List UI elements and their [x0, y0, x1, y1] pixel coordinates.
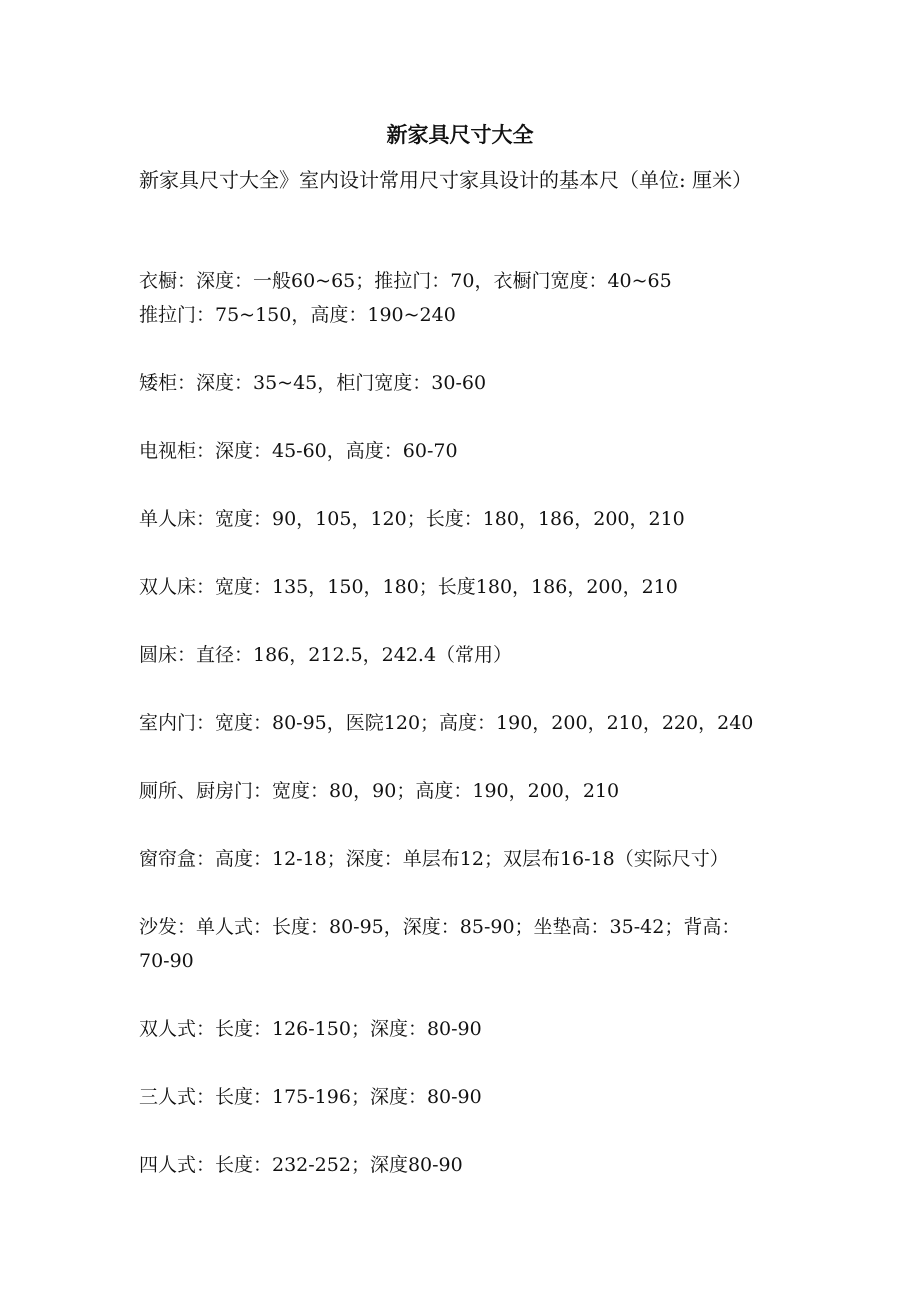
text-line-sofa-double: 双人式：长度：126-150；深度：80-90 — [139, 1018, 482, 1040]
text-line-single-bed: 单人床：宽度：90，105，120；长度：180，186，200，210 — [139, 508, 685, 530]
text-line-round-bed: 圆床：直径：186，212.5，242.4（常用） — [139, 644, 513, 666]
text-line-toilet-kitchen-door: 厕所、厨房门：宽度：80，90；高度：190，200，210 — [139, 780, 620, 802]
text-line-sofa-single-cont: 70-90 — [139, 950, 194, 972]
text-line-wardrobe: 衣橱：深度：一般60~65；推拉门：70，衣橱门宽度：40~65 — [139, 270, 672, 292]
text-line-sofa-single: 沙发：单人式：长度：80-95，深度：85-90；坐垫高：35-42；背高： — [139, 916, 741, 938]
text-line-double-bed: 双人床：宽度：135，150，180；长度180，186，200，210 — [139, 576, 678, 598]
page-subtitle: 新家具尺寸大全》室内设计常用尺寸家具设计的基本尺（单位: 厘米） — [139, 168, 753, 192]
text-line-sofa-triple: 三人式：长度：175-196；深度：80-90 — [139, 1086, 482, 1108]
text-line-curtain-box: 窗帘盒：高度：12-18；深度：单层布12；双层布16-18（实际尺寸） — [139, 848, 729, 870]
page-title: 新家具尺寸大全 — [386, 122, 534, 147]
text-line-low-cabinet: 矮柜：深度：35~45，柜门宽度：30-60 — [139, 372, 487, 394]
text-line-interior-door: 室内门：宽度：80-95，医院120；高度：190，200，210，220，240 — [139, 712, 754, 734]
text-line-sofa-quad: 四人式：长度：232-252；深度80-90 — [139, 1154, 463, 1176]
text-line-tv-cabinet: 电视柜：深度：45-60，高度：60-70 — [139, 440, 458, 462]
text-line-sliding-door: 推拉门：75~150，高度：190~240 — [139, 304, 456, 326]
